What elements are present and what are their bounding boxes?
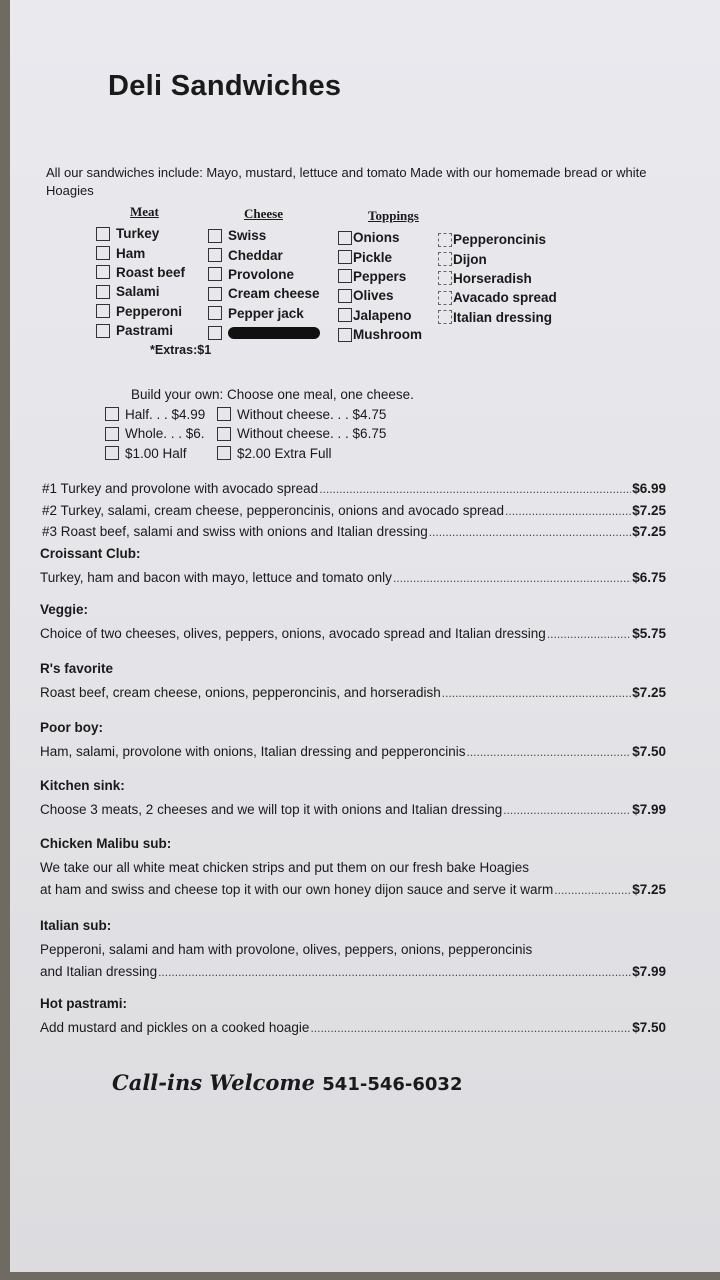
toppings2-column <box>438 230 557 327</box>
checkbox-icon[interactable] <box>96 324 110 338</box>
build-option[interactable]: $2.00 Extra Full <box>217 446 332 461</box>
menu-item: Roast beef, cream cheese, onions, pepperoncinis, and horseradish ..... $7.25 <box>40 685 666 707</box>
meat-header: Meat <box>130 204 159 219</box>
checkbox-icon[interactable] <box>208 287 222 301</box>
intro-text: All our sandwiches include: Mayo, mustard, lettuce and tomato Made with our homemade bread or white Hoagies <box>46 165 647 198</box>
topping-option[interactable]: Pickle <box>338 247 422 266</box>
cheese-option[interactable]: Pepper jack <box>208 304 320 323</box>
meat-option[interactable]: Roast beef <box>96 263 185 282</box>
meat-option[interactable]: Salami <box>96 282 185 301</box>
topping-option[interactable]: Onions <box>338 228 422 247</box>
call-ins-label: Call-ins Welcome <box>112 1070 315 1095</box>
checkbox-icon[interactable] <box>438 233 452 247</box>
topping-option[interactable]: Peppers <box>338 267 422 286</box>
checkbox-icon[interactable] <box>208 267 222 281</box>
build-option[interactable]: $1.00 Half <box>105 446 217 461</box>
menu-item: Choice of two cheeses, olives, peppers, onions, avocado spread and Italian dressing ..... $5.75 <box>40 626 666 648</box>
menu-item: at ham and swiss and cheese top it with our own honey dijon sauce and serve it warm ..... $7.25 <box>40 882 666 904</box>
checkbox-icon[interactable] <box>338 289 352 303</box>
checkbox-icon[interactable] <box>105 407 119 421</box>
build-option[interactable]: Half. . . $4.99 <box>105 407 217 422</box>
topping-option[interactable]: Pepperoncinis <box>438 230 557 249</box>
checkbox-icon[interactable] <box>208 229 222 243</box>
meat-column <box>96 204 185 340</box>
call-ins-banner <box>112 1070 462 1095</box>
toppings-header: Toppings <box>368 208 419 223</box>
cheese-header: Cheese <box>244 206 283 221</box>
meat-option[interactable]: Pepperoni <box>96 302 185 321</box>
checkbox-icon[interactable] <box>338 328 352 342</box>
checkbox-icon[interactable] <box>105 446 119 460</box>
menu-item: #3 Roast beef, salami and swiss with onions and Italian dressing ..... $7.25 <box>42 524 666 546</box>
section-title: Italian sub: <box>40 918 112 933</box>
section-poor-boy <box>40 720 666 766</box>
topping-option[interactable]: Mushroom <box>338 325 422 344</box>
topping-option[interactable]: Jalapeno <box>338 306 422 325</box>
topping-option[interactable]: Dijon <box>438 249 557 268</box>
checkbox-icon[interactable] <box>338 269 352 283</box>
section-title: Veggie: <box>40 602 89 617</box>
meat-option[interactable]: Ham <box>96 243 185 262</box>
menu-item: and Italian dressing ..... $7.99 <box>40 964 666 986</box>
build-option[interactable]: Without cheese. . . $6.75 <box>217 426 386 441</box>
cheese-option[interactable]: Swiss <box>208 226 320 245</box>
numbered-specials <box>42 481 666 546</box>
section-title: R's favorite <box>40 661 113 676</box>
checkbox-icon[interactable] <box>217 446 231 460</box>
phone-number[interactable]: 541-546-6032 <box>322 1074 463 1095</box>
menu-item: Turkey, ham and bacon with mayo, lettuce and tomato only ..... $6.75 <box>40 570 666 592</box>
cheese-column <box>208 206 320 342</box>
menu-item: Add mustard and pickles on a cooked hoagie ..... $7.50 <box>40 1020 666 1042</box>
build-row <box>105 444 414 464</box>
checkbox-icon[interactable] <box>208 326 222 340</box>
checkbox-icon[interactable] <box>338 250 352 264</box>
menu-item: #1 Turkey and provolone with avocado spread ..... $6.99 <box>42 481 666 503</box>
checkbox-icon[interactable] <box>208 248 222 262</box>
topping-option[interactable]: Italian dressing <box>438 308 557 327</box>
checkbox-icon[interactable] <box>208 306 222 320</box>
build-title: Build your own: Choose one meal, one cheese. <box>131 387 414 403</box>
checkbox-icon[interactable] <box>438 271 452 285</box>
build-row <box>105 424 414 444</box>
toppings-column <box>338 208 422 344</box>
checkbox-icon[interactable] <box>438 291 452 305</box>
checkbox-icon[interactable] <box>217 407 231 421</box>
page-title: Deli Sandwiches <box>108 70 342 102</box>
section-title: Kitchen sink: <box>40 778 125 793</box>
section-hot-pastrami <box>40 996 666 1042</box>
checkbox-icon[interactable] <box>338 231 352 245</box>
checkbox-icon[interactable] <box>338 308 352 322</box>
section-title: Croissant Club: <box>40 546 141 561</box>
redaction-mark <box>228 327 320 339</box>
checkbox-icon[interactable] <box>438 310 452 324</box>
build-your-own <box>105 385 414 463</box>
section-croissant-club <box>40 546 666 592</box>
checkbox-icon[interactable] <box>105 427 119 441</box>
build-row <box>105 405 414 425</box>
checkbox-icon[interactable] <box>96 285 110 299</box>
extras-note: *Extras:$1 <box>150 343 212 357</box>
topping-option[interactable]: Horseradish <box>438 269 557 288</box>
checkbox-icon[interactable] <box>217 427 231 441</box>
cheese-option-redacted[interactable] <box>208 323 320 342</box>
topping-option[interactable]: Avacado spread <box>438 288 557 307</box>
checkbox-icon[interactable] <box>96 227 110 241</box>
section-title: Poor boy: <box>40 720 103 735</box>
menu-paper <box>10 0 720 1272</box>
menu-item: Choose 3 meats, 2 cheeses and we will top it with onions and Italian dressing ..... $7.99 <box>40 802 666 824</box>
cheese-option[interactable]: Cream cheese <box>208 284 320 303</box>
cheese-option[interactable]: Provolone <box>208 265 320 284</box>
meat-option[interactable]: Turkey <box>96 224 185 243</box>
section-description: We take our all white meat chicken strips and put them on our fresh bake Hoagies <box>40 860 530 875</box>
build-option[interactable]: Without cheese. . . $4.75 <box>217 407 386 422</box>
section-kitchen-sink <box>40 778 666 824</box>
section-description: Pepperoni, salami and ham with provolone, olives, peppers, onions, pepperoncinis <box>40 942 533 957</box>
build-option[interactable]: Whole. . . $6. <box>105 426 217 441</box>
section-title: Hot pastrami: <box>40 996 128 1011</box>
checkbox-icon[interactable] <box>96 304 110 318</box>
section-veggie <box>40 602 666 648</box>
section-italian-sub <box>40 918 666 985</box>
cheese-option[interactable]: Cheddar <box>208 245 320 264</box>
section-chicken-malibu <box>40 836 666 903</box>
checkbox-icon[interactable] <box>96 265 110 279</box>
topping-option[interactable]: Olives <box>338 286 422 305</box>
menu-item: #2 Turkey, salami, cream cheese, pepperoncinis, onions and avocado spread ..... $7.25 <box>42 503 666 525</box>
checkbox-icon[interactable] <box>96 246 110 260</box>
checkbox-icon[interactable] <box>438 252 452 266</box>
meat-option[interactable]: Pastrami <box>96 321 185 340</box>
section-rs-favorite <box>40 661 666 707</box>
section-title: Chicken Malibu sub: <box>40 836 172 851</box>
menu-item: Ham, salami, provolone with onions, Italian dressing and pepperoncinis ..... $7.50 <box>40 744 666 766</box>
